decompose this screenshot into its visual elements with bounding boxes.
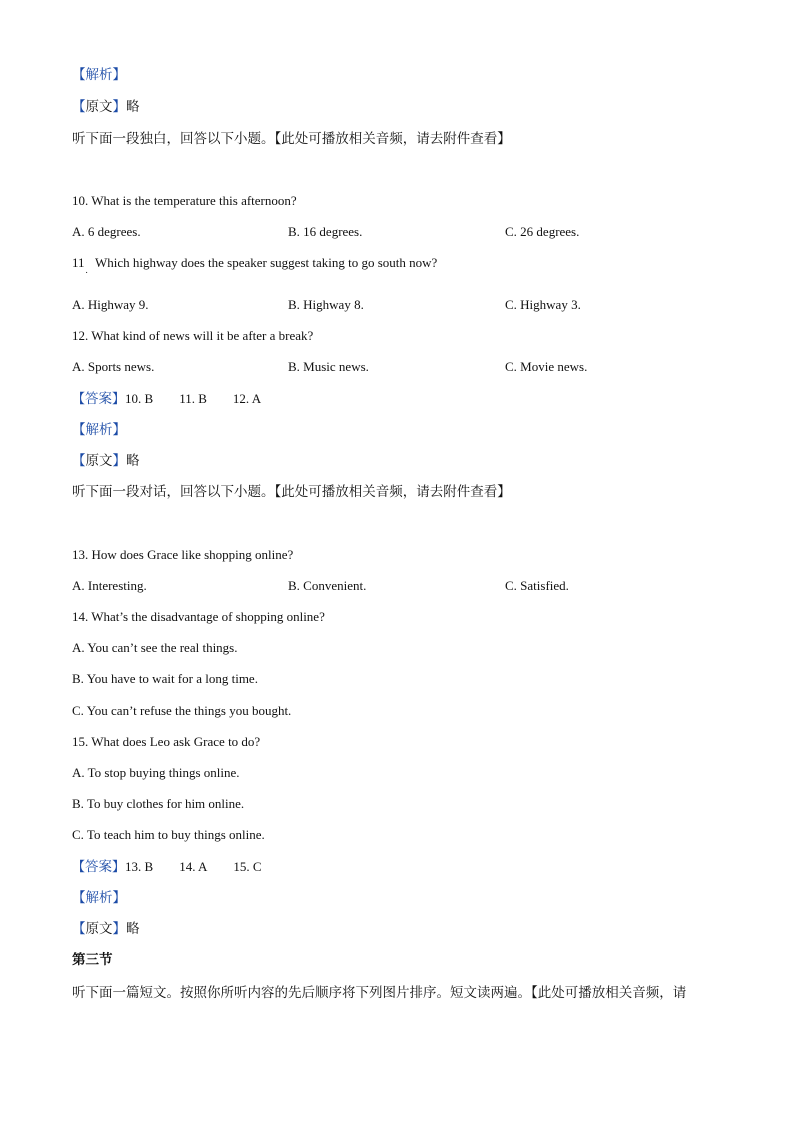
q13-option-c: C. Satisfied. bbox=[505, 578, 569, 593]
answer-row-2: 【答案】13. B 14. A 15. C bbox=[72, 859, 262, 875]
q15-option-b: B. To buy clothes for him online. bbox=[72, 796, 245, 811]
q14-option-b: B. You have to wait for a long time. bbox=[72, 671, 258, 686]
q15-option-a: A. To stop buying things online. bbox=[72, 765, 240, 780]
analysis-label-1: 【解析】 bbox=[72, 67, 126, 83]
q12-option-c: C. Movie news. bbox=[505, 359, 588, 374]
section-3-instruction: 听下面一篇短文。按照你所听内容的先后顺序将下列图片排序。短文读两遍。【此处可播放相关音频，请 bbox=[72, 985, 687, 1001]
original-label-1: 【原文】略 bbox=[72, 99, 140, 115]
question-14: 14. What’s the disadvantage of shopping online? bbox=[72, 609, 325, 624]
q12-option-a: A. Sports news. bbox=[72, 359, 155, 374]
question-10: 10. What is the temperature this afternoon? bbox=[72, 193, 297, 208]
original-label-3: 【原文】略 bbox=[72, 921, 140, 937]
question-12: 12. What kind of news will it be after a break? bbox=[72, 328, 314, 343]
q13-option-b: B. Convenient. bbox=[288, 578, 367, 593]
q11-option-c: C. Highway 3. bbox=[505, 297, 581, 312]
q11-option-a: A. Highway 9. bbox=[72, 297, 149, 312]
q14-option-a: A. You can’t see the real things. bbox=[72, 640, 238, 655]
section-3-title: 第三节 bbox=[72, 952, 113, 968]
q15-option-c: C. To teach him to buy things online. bbox=[72, 827, 265, 842]
q10-option-b: B. 16 degrees. bbox=[288, 224, 363, 239]
answer-row-1: 【答案】10. B 11. B 12. A bbox=[72, 391, 262, 407]
q14-option-c: C. You can’t refuse the things you bought. bbox=[72, 703, 292, 718]
question-15: 15. What does Leo ask Grace to do? bbox=[72, 734, 261, 749]
question-13: 13. How does Grace like shopping online? bbox=[72, 547, 294, 562]
q10-option-a: A. 6 degrees. bbox=[72, 224, 141, 239]
q12-option-b: B. Music news. bbox=[288, 359, 369, 374]
q10-option-c: C. 26 degrees. bbox=[505, 224, 580, 239]
analysis-label-2: 【解析】 bbox=[72, 422, 126, 438]
question-11: $11_.$ Which highway does the speaker suggest taking to go south now? bbox=[72, 255, 438, 275]
analysis-label-3: 【解析】 bbox=[72, 890, 126, 906]
instruction-monologue: 听下面一段独白，回答以下小题。【此处可播放相关音频，请去附件查看】 bbox=[72, 131, 511, 147]
original-label-2: 【原文】略 bbox=[72, 453, 140, 469]
instruction-dialogue: 听下面一段对话，回答以下小题。【此处可播放相关音频，请去附件查看】 bbox=[72, 484, 511, 500]
q11-option-b: B. Highway 8. bbox=[288, 297, 364, 312]
q13-option-a: A. Interesting. bbox=[72, 578, 147, 593]
